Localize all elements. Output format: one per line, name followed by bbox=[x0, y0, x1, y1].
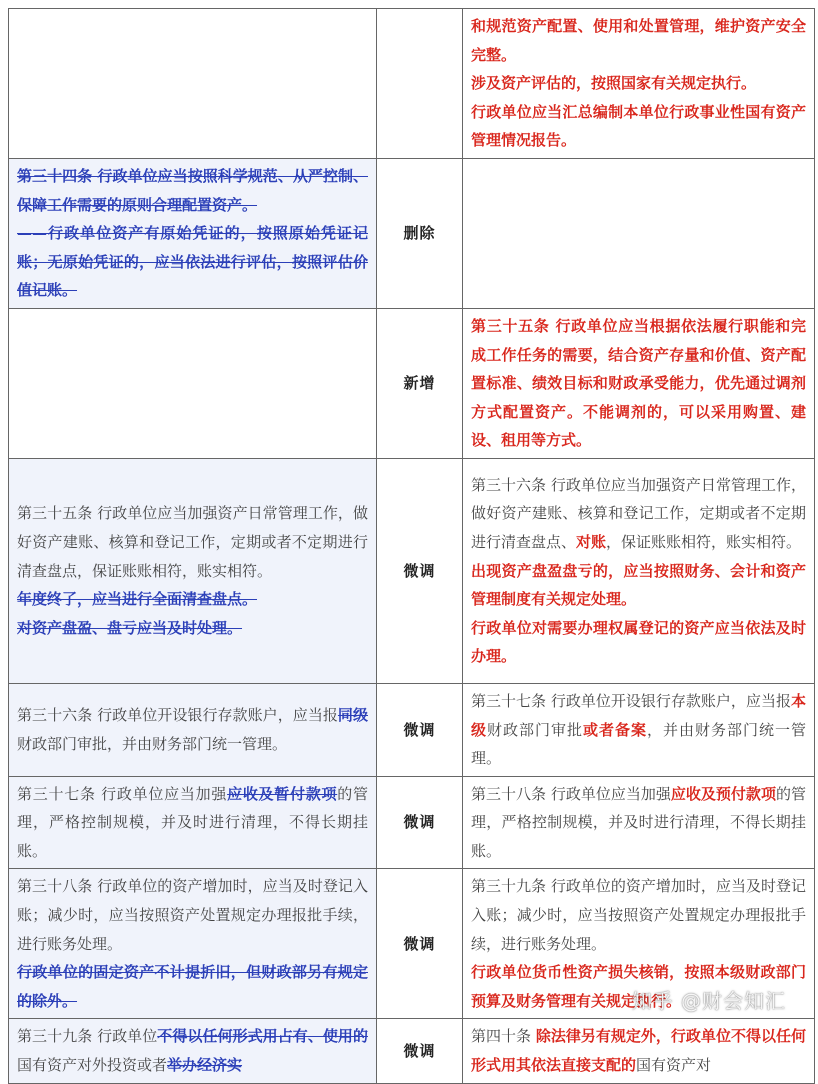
paragraph bbox=[17, 872, 368, 958]
paragraph bbox=[17, 701, 368, 758]
added-text: 除法律另有规定外，行政单位不得以任何形式用其依法直接支配的 bbox=[471, 1027, 806, 1075]
new-text-cell bbox=[463, 683, 815, 776]
paragraph bbox=[17, 958, 368, 1015]
text-run: 第三十七条 行政单位应当加强 bbox=[17, 784, 228, 803]
table-row bbox=[9, 158, 815, 308]
paragraph bbox=[471, 780, 806, 866]
paragraph bbox=[471, 1022, 806, 1079]
text-run: 第三十八条 行政单位应当加强 bbox=[471, 784, 671, 803]
paragraph bbox=[471, 687, 806, 773]
added-text: 对账 bbox=[576, 533, 607, 552]
paragraph bbox=[17, 162, 368, 219]
text-run: 第三十九条 行政单位的资产增加时，应当及时登记入账；减少时，应当按照资产处置规定办理报批手续，进行账务处理。 bbox=[471, 877, 806, 953]
table-row bbox=[9, 776, 815, 869]
change-type-cell: 微调 bbox=[377, 776, 463, 869]
table-row bbox=[9, 683, 815, 776]
old-text-cell bbox=[9, 158, 377, 308]
text-run: ，并由财务部门统一管理。 bbox=[471, 720, 806, 768]
paragraph bbox=[17, 780, 368, 866]
added-text: 或者备案 bbox=[582, 720, 647, 739]
added-text: 行政单位货币性资产损失核销，按照本级财政部门预算及财务管理有关规定执行。 bbox=[471, 963, 806, 1010]
change-type-cell: 新增 bbox=[377, 308, 463, 458]
added-text: 和规范资产配置、使用和处置管理，维护资产安全完整。 bbox=[471, 17, 806, 64]
deleted-text: 举办经济实 bbox=[167, 1056, 243, 1075]
paragraph bbox=[471, 312, 806, 455]
added-text: 应收及预付款项 bbox=[670, 784, 776, 803]
added-text: 本级 bbox=[471, 691, 806, 739]
old-text-cell bbox=[9, 9, 377, 159]
text-run: 国有资产对外投资或者 bbox=[17, 1056, 168, 1075]
old-text-cell bbox=[9, 869, 377, 1019]
new-text-cell bbox=[463, 1019, 815, 1083]
added-text: 第三十五条 行政单位应当根据依法履行职能和完成工作任务的需要，结合资产存量和价值、资产配置标准、绩效目标和财政承受能力，优先通过调剂方式配置资产。不能调剂的，可以采用购置、建设、租用等方式。 bbox=[471, 316, 806, 450]
text-run: 的管理，严格控制规模，并及时进行清理，不得长期挂账。 bbox=[471, 784, 806, 860]
change-type-cell: 微调 bbox=[377, 869, 463, 1019]
deleted-text: 行政单位的固定资产不计提折旧，但财政部另有规定的除外。 bbox=[17, 963, 368, 1010]
deleted-text: ——行政单位资产有原始凭证的，按照原始凭证记账；无原始凭证的，应当依法进行评估，按照评估价值记账。 bbox=[17, 224, 368, 300]
paragraph bbox=[471, 872, 806, 958]
new-text-cell bbox=[463, 308, 815, 458]
deleted-text: 对资产盘盈、盘亏应当及时处理。 bbox=[17, 618, 243, 637]
text-run: 第三十五条 行政单位应当加强资产日常管理工作，做好资产建账、核算和登记工作，定期或者不定期进行清查盘点，保证账账相符，账实相符。 bbox=[17, 504, 368, 580]
text-run: ，保证账账相符，账实相符。 bbox=[606, 533, 802, 552]
paragraph bbox=[471, 614, 806, 671]
change-type-cell: 删除 bbox=[377, 158, 463, 308]
paragraph bbox=[471, 12, 806, 69]
old-text-cell bbox=[9, 458, 377, 683]
new-text-cell bbox=[463, 9, 815, 159]
deleted-text: 同级 bbox=[337, 706, 368, 725]
text-run: 财政部门审批 bbox=[487, 720, 583, 739]
table-row bbox=[9, 9, 815, 159]
paragraph bbox=[471, 557, 806, 614]
table-row bbox=[9, 458, 815, 683]
old-text-cell bbox=[9, 776, 377, 869]
paragraph bbox=[471, 69, 806, 98]
change-type-cell bbox=[377, 9, 463, 159]
comparison-table-body bbox=[9, 9, 815, 1084]
text-run: 第三十八条 行政单位的资产增加时，应当及时登记入账；减少时，应当按照资产处置规定办理报批手续，进行账务处理。 bbox=[17, 877, 368, 953]
old-text-cell bbox=[9, 308, 377, 458]
text-run: 的管理，严格控制规模，并及时进行清理，不得长期挂账。 bbox=[17, 784, 368, 860]
deleted-text: 不得以任何形式用占有、使用的 bbox=[157, 1027, 368, 1046]
deleted-text: 第三十四条 行政单位应当按照科学规范、从严控制、保障工作需要的原则合理配置资产。 bbox=[17, 166, 368, 214]
deleted-text: 应收及暂付款项 bbox=[227, 784, 338, 803]
old-text-cell bbox=[9, 683, 377, 776]
change-type-cell: 微调 bbox=[377, 1019, 463, 1083]
paragraph bbox=[471, 471, 806, 557]
text-run: 第三十九条 行政单位 bbox=[17, 1027, 158, 1046]
table-row bbox=[9, 1019, 815, 1083]
old-text-cell bbox=[9, 1019, 377, 1083]
added-text: 出现资产盘盈盘亏的，应当按照财务、会计和资产管理制度有关规定处理。 bbox=[471, 561, 806, 609]
paragraph bbox=[17, 614, 368, 643]
added-text: 行政单位对需要办理权属登记的资产应当依法及时办理。 bbox=[471, 618, 806, 666]
paragraph bbox=[17, 585, 368, 614]
new-text-cell bbox=[463, 458, 815, 683]
change-type-cell: 微调 bbox=[377, 458, 463, 683]
text-run: 国有资产对 bbox=[636, 1056, 712, 1075]
paragraph bbox=[17, 1022, 368, 1079]
paragraph bbox=[17, 219, 368, 305]
added-text: 行政单位应当汇总编制本单位行政事业性国有资产管理情况报告。 bbox=[471, 102, 806, 150]
paragraph bbox=[17, 499, 368, 585]
table-row bbox=[9, 308, 815, 458]
added-text: 涉及资产评估的，按照国家有关规定执行。 bbox=[471, 74, 757, 93]
change-type-cell: 微调 bbox=[377, 683, 463, 776]
new-text-cell bbox=[463, 776, 815, 869]
deleted-text: 年度终了，应当进行全面清查盘点。 bbox=[17, 590, 258, 609]
paragraph bbox=[471, 98, 806, 155]
text-run: 第三十六条 行政单位应当加强资产日常管理工作，做好资产建账、核算和登记工作，定期或者不定期进行清查盘点、 bbox=[471, 475, 806, 552]
new-text-cell bbox=[463, 158, 815, 308]
watermark: 知乎 @财会知汇 bbox=[631, 989, 786, 1013]
text-run: 第三十六条 行政单位开设银行存款账户，应当报 bbox=[17, 706, 338, 725]
text-run: 财政部门审批，并由财务部门统一管理。 bbox=[17, 734, 288, 753]
text-run: 第四十条 bbox=[471, 1027, 536, 1046]
comparison-table bbox=[8, 8, 815, 1084]
text-run: 第三十七条 行政单位开设银行存款账户，应当报 bbox=[471, 691, 791, 710]
